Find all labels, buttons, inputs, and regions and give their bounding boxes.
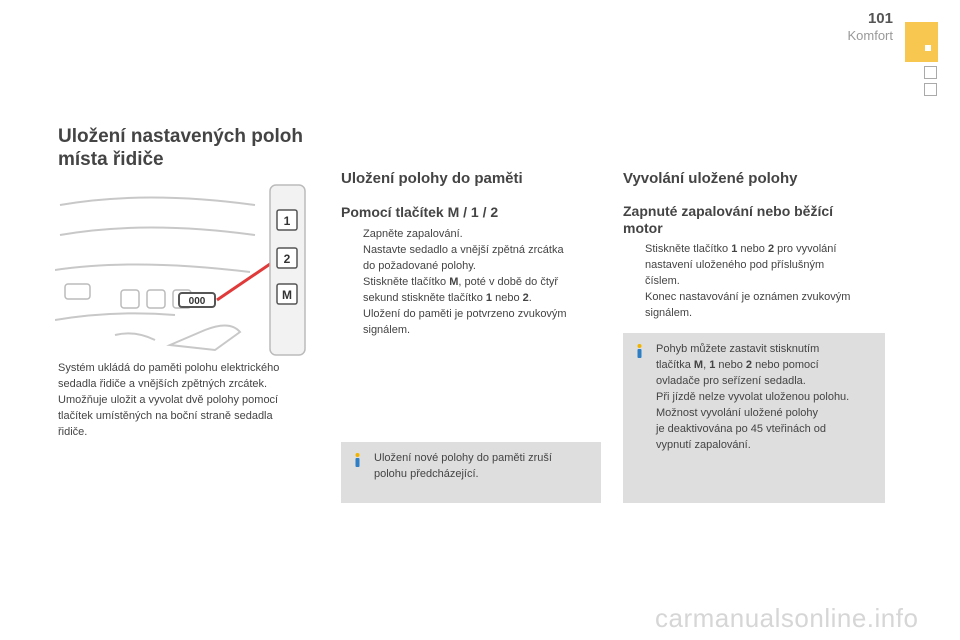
page-title	[58, 125, 328, 171]
recall-steps	[623, 241, 885, 321]
save-subheading: Pomocí tlačítek M / 1 / 2	[341, 204, 499, 220]
recall-step-1: Stiskněte tlačítko 1 nebo 2 pro vyvolání nastavení uloženého pod příslušným číslem. Konec nastavování je oznámen zvukovým signálem.	[645, 243, 851, 319]
seat-memory-illustration	[55, 180, 315, 360]
info-icon	[351, 452, 364, 468]
watermark: carmanualsonline.info	[655, 603, 919, 633]
chapter-square-1[interactable]	[924, 66, 937, 79]
save-note-box: Uložení nové polohy do paměti zruší polohu předcházející.	[341, 442, 601, 503]
save-step-2: Nastavte sedadlo a vnější zpětná zrcátka do požadované polohy.	[363, 244, 564, 272]
intro-text: Systém ukládá do paměti polohu elektrického sedadla řidiče a vnějších zpětných zrcátek. Umožňuje uložit a vyvolat dvě polohy pomocí tlačítek umístěných na boční straně sedadla řidiče.	[58, 362, 280, 438]
page-title-line-2: místa řidiče	[58, 149, 164, 170]
memory-button-2: 2	[283, 252, 291, 266]
seat-control-label: 000	[188, 296, 206, 307]
recall-heading: Vyvolání uložené polohy	[623, 170, 798, 187]
chapter-tab[interactable]	[905, 22, 938, 62]
section-name: Komfort	[847, 28, 893, 43]
save-heading: Uložení polohy do paměti	[341, 170, 523, 187]
recall-note-box: Pohyb můžete zastavit stisknutím tlačítka M, 1 nebo 2 nebo pomocí ovladače pro seřízení sedadla. Při jízdě nelze vyvolat uloženou polohu. Možnost vyvolání uložené polohy je deaktivována po 45 vteřinách od vypnutí zapalování.	[623, 333, 885, 503]
memory-button-1: 1	[283, 214, 291, 228]
save-steps	[341, 226, 601, 338]
info-icon	[633, 343, 646, 359]
save-step-1: Zapněte zapalování.	[363, 228, 463, 240]
save-step-3: Stiskněte tlačítko M, poté v době do čtyř sekund stiskněte tlačítko 1 nebo 2. Uložení do paměti je potvrzeno zvukovým signálem.	[363, 276, 567, 336]
page-number: 101	[867, 10, 893, 27]
memory-button-m: M	[282, 288, 292, 302]
chapter-square-2[interactable]	[924, 83, 937, 96]
recall-subheading: Zapnuté zapalování nebo běžící motor	[623, 203, 834, 236]
tab-marker-icon	[925, 45, 931, 51]
page-title-line-1: Uložení nastavených poloh	[58, 126, 303, 147]
